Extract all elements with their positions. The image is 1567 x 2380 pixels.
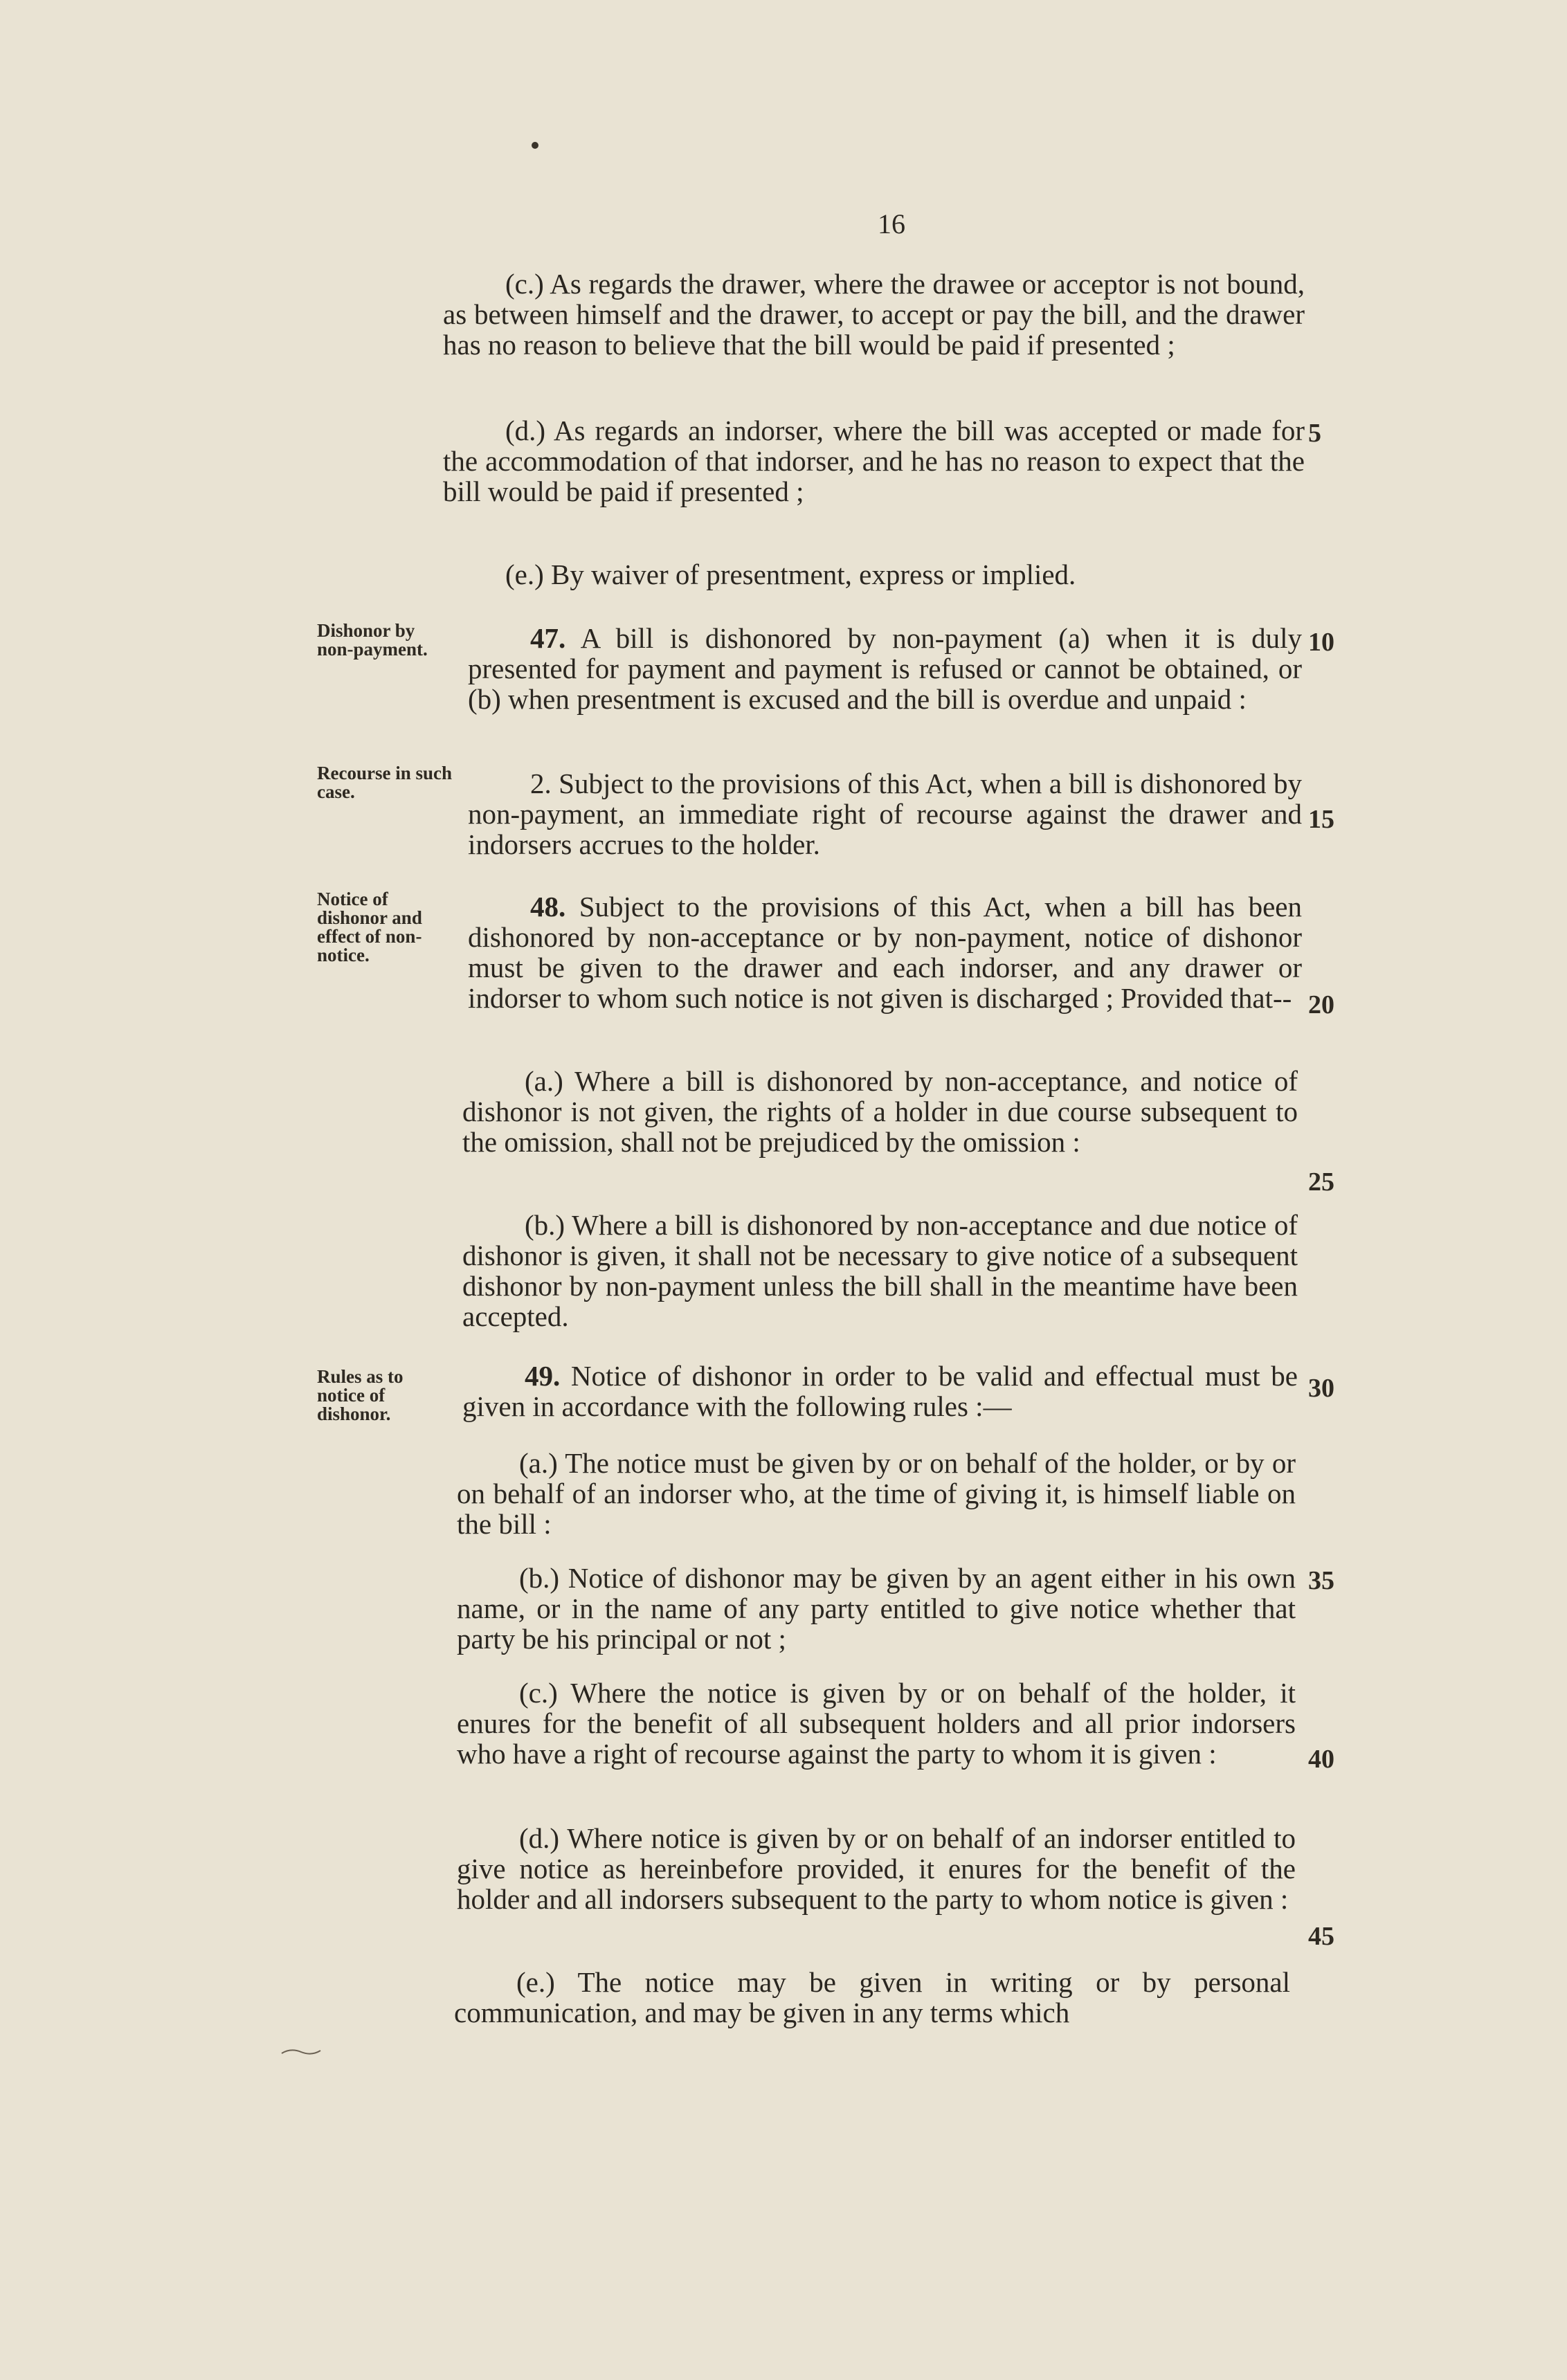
- paragraph-text: (a.) The notice must be given by or on behalf of the holder, or by or on behalf of an indorser who, at the time of giving it, is himself liable on the bill :: [457, 1447, 1296, 1540]
- paragraph-text: (d.) Where notice is given by or on behalf of an indorser entitled to give notice as hereinbefore provided, it enures for the benefit of the holder and all indorsers subsequent to the party to whom notice is given :: [457, 1822, 1296, 1915]
- section-49: [462, 1361, 1298, 1421]
- line-number: 40: [1308, 1745, 1334, 1774]
- section-49-e: [454, 1967, 1290, 2028]
- paragraph-text: (c.) As regards the drawer, where the drawee or acceptor is not bound, as between himself and the drawer, to accept or pay the bill, and the drawer has no reason to believe that the bill would be paid if presented ;: [443, 268, 1305, 361]
- section-text: Notice of dishonor in order to be valid and effectual must be given in accordance with the following rules :—: [462, 1360, 1298, 1422]
- paragraph-text: (b.) Where a bill is dishonored by non-acceptance and due notice of dishonor is given, it shall not be necessary to give notice of a subsequent dishonor by non-payment unless the bill shall in the meantime have been accepted.: [462, 1209, 1298, 1332]
- section-48: [468, 891, 1302, 1013]
- section-48-b: [462, 1210, 1298, 1332]
- line-number: 5: [1308, 419, 1321, 448]
- section-47: [468, 623, 1302, 714]
- paragraph-text: (e.) The notice may be given in writing or by personal communication, and may be given in any terms which: [454, 1966, 1290, 2028]
- side-note-dishonor-by-non-payment: Dishonor by non-payment.: [317, 620, 428, 660]
- paragraph-d: [443, 415, 1305, 507]
- paragraph-text: (d.) As regards an indorser, where the bill was accepted or made for the accommodation of that indorser, and he has no reason to expect that the bill would be paid if presented ;: [443, 415, 1305, 507]
- line-number: 15: [1308, 805, 1334, 834]
- line-number: 30: [1308, 1374, 1334, 1403]
- side-note-notice-of-dishonor: Notice of dishonor and effect of non-notice.: [317, 889, 422, 965]
- paragraph-text: (a.) Where a bill is dishonored by non-acceptance, and notice of dishonor is not given, the rights of a holder in due course subsequent to the omission, shall not be prejudiced by the omission :: [462, 1065, 1298, 1158]
- section-49-d: [457, 1823, 1296, 1914]
- section-47-subsection-2: [468, 768, 1302, 860]
- paragraph-text: 2. Subject to the provisions of this Act, when a bill is dishonored by non-payment, an immediate right of recourse against the drawer and indorsers accrues to the holder.: [468, 767, 1302, 860]
- paragraph-e: [443, 559, 1301, 590]
- line-number: 25: [1308, 1168, 1334, 1197]
- section-48-a: [462, 1066, 1298, 1157]
- section-49-b: [457, 1563, 1296, 1654]
- line-number: 10: [1308, 628, 1334, 657]
- section-number: 48.: [530, 891, 566, 923]
- section-49-a: [457, 1448, 1296, 1539]
- side-note-rules: Rules as to notice of dishonor.: [317, 1366, 404, 1424]
- line-number: 35: [1308, 1566, 1334, 1595]
- section-number: 49.: [525, 1360, 561, 1392]
- pencil-mark: [280, 2045, 322, 2059]
- section-text: A bill is dishonored by non-payment (a) when it is duly presented for payment and payment is refused or cannot be obtained, or (b) when presentment is excused and the bill is overdue and unpaid :: [468, 622, 1302, 715]
- line-number: 45: [1308, 1922, 1334, 1951]
- section-text: Subject to the provisions of this Act, when a bill has been dishonored by non-acceptance or by non-payment, notice of dishonor must be given to the drawer and each indorser, and any drawer or indorser to whom such notice is not given is discharged ; Provided that--: [468, 891, 1302, 1014]
- paragraph-text: (c.) Where the notice is given by or on behalf of the holder, it enures for the benefit of all subsequent holders and all prior indorsers who have a right of recourse against the party to whom it is given :: [457, 1677, 1296, 1770]
- section-number: 47.: [530, 622, 566, 654]
- page-number: 16: [878, 208, 905, 239]
- paragraph-text: (b.) Notice of dishonor may be given by an agent either in his own name, or in the name of any party entitled to give notice whether that party be his principal or not ;: [457, 1562, 1296, 1655]
- paragraph-c: [443, 269, 1305, 360]
- paragraph-text: (e.) By waiver of presentment, express or implied.: [505, 558, 1076, 590]
- ink-dot: [532, 142, 538, 149]
- line-number: 20: [1308, 990, 1334, 1019]
- side-note-recourse: Recourse in such case.: [317, 763, 452, 802]
- section-49-c: [457, 1678, 1296, 1769]
